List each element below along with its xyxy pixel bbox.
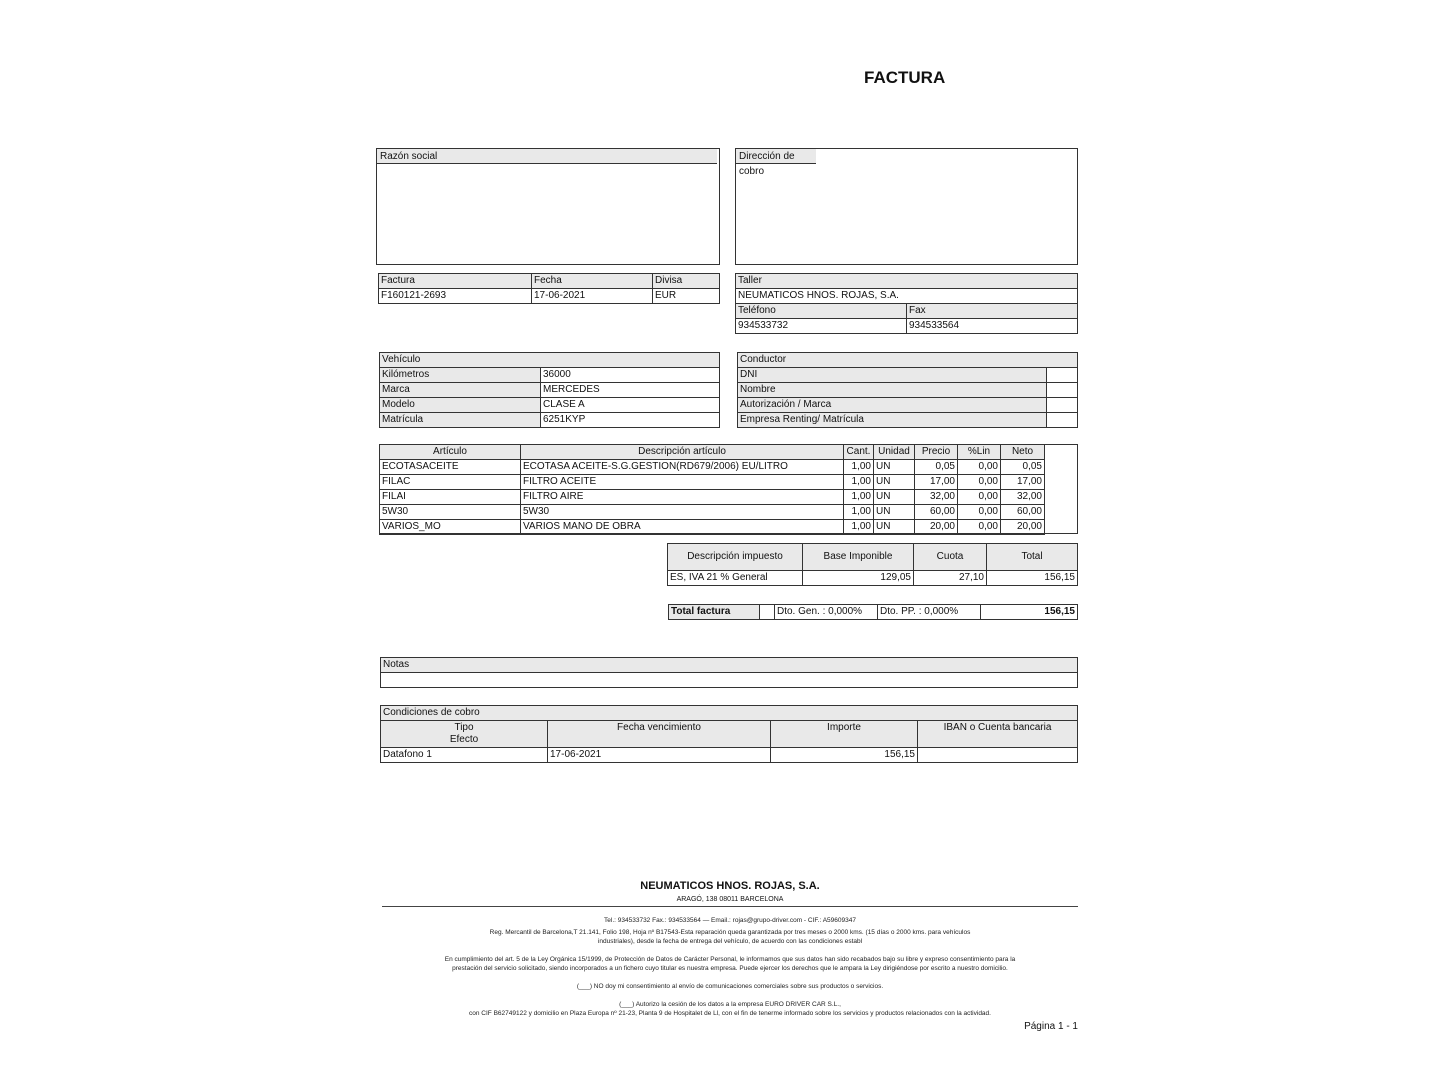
item-lin: 0,00 — [958, 475, 1001, 490]
item-articulo: FILAI — [380, 490, 521, 505]
conductor-table — [737, 352, 1078, 428]
table-row — [380, 475, 1045, 490]
fax-label: Fax — [907, 304, 1078, 319]
item-cant: 1,00 — [844, 505, 874, 520]
item-articulo: FILAC — [380, 475, 521, 490]
item-lin: 0,00 — [958, 460, 1001, 475]
impuesto-desc: ES, IVA 21 % General — [668, 571, 803, 586]
item-articulo: ECOTASACEITE — [380, 460, 521, 475]
conductor-row-value — [1047, 383, 1078, 398]
condiciones-table — [380, 705, 1078, 763]
conductor-row-label: Empresa Renting/ Matrícula — [738, 413, 1047, 428]
vehiculo-row-label: Matrícula — [380, 413, 541, 428]
tipo-efecto-header — [381, 721, 548, 748]
vehiculo-row-value: 36000 — [541, 368, 720, 383]
item-precio: 32,00 — [915, 490, 958, 505]
item-descripcion: ECOTASA ACEITE-S.G.GESTION(RD679/2006) EU/LITRO — [521, 460, 844, 475]
item-cant: 1,00 — [844, 490, 874, 505]
table-row — [668, 571, 1078, 586]
footer-reg-line1: Reg. Mercantil de Barcelona,T 21.141, Folio 198, Hoja nº B17543-Esta reparación queda garantizada por tres meses o 2000 kms. (15 días o 2000 kms. para vehículos — [489, 929, 971, 936]
footer-lopd-line2: prestación del servicio solicitado, siendo incorporados a un fichero cuyo titular es nuestra empresa. Puede ejercer los derechos que le ampara la Ley dirigiéndose por escrito a nuestro domicilio. — [452, 965, 1008, 972]
cuota-header: Cuota — [914, 544, 987, 571]
notas-value — [381, 673, 1078, 688]
table-row — [380, 460, 1045, 475]
item-precio: 20,00 — [915, 520, 958, 535]
vehiculo-row-label: Kilómetros — [380, 368, 541, 383]
impuestos-table — [667, 543, 1078, 586]
footer-consent-cesion1: (___) Autorizo la cesión de los datos a la empresa EURO DRIVER CAR S.L., — [619, 1001, 841, 1008]
item-descripcion: FILTRO ACEITE — [521, 475, 844, 490]
item-descripcion: VARIOS MANO DE OBRA — [521, 520, 844, 535]
vencimiento-header: Fecha vencimiento — [548, 721, 771, 748]
item-neto: 0,05 — [1001, 460, 1045, 475]
item-lin: 0,00 — [958, 520, 1001, 535]
base-imponible-label: Base Imponible — [823, 551, 893, 562]
conductor-label: Conductor — [738, 353, 1078, 368]
condiciones-label: Condiciones de cobro — [381, 706, 1078, 721]
conductor-row-label: Autorización / Marca — [738, 398, 1047, 413]
item-unidad: UN — [874, 520, 915, 535]
item-lin: 0,00 — [958, 490, 1001, 505]
col-neto-header: Neto — [1001, 445, 1045, 460]
item-articulo: VARIOS_MO — [380, 520, 521, 535]
footer-lopd-line1: En cumplimiento del art. 5 de la Ley Orgánica 15/1999, de Protección de Datos de Carácter Personal, le informamos que sus datos han sido recabados bajo su libre y expreso consentimiento para la — [444, 956, 1016, 963]
item-precio: 0,05 — [915, 460, 958, 475]
item-precio: 60,00 — [915, 505, 958, 520]
conductor-row-value — [1047, 368, 1078, 383]
fecha-header: Fecha — [532, 274, 653, 289]
item-unidad: UN — [874, 475, 915, 490]
items-table — [379, 444, 1045, 535]
table-row — [380, 505, 1045, 520]
vehiculo-row-value: CLASE A — [541, 398, 720, 413]
footer-consent-cesion2: con CIF B62749122 y domicilio en Plaza Europa nº 21-23, Planta 9 de Hospitalet de Ll, con el fin de tenerme informado sobre los servicios y productos relacionados con la actividad. — [469, 1010, 991, 1017]
iban-value — [918, 748, 1078, 763]
footer-divider — [382, 906, 1078, 907]
base-imponible-header — [803, 544, 914, 571]
footer-company: NEUMATICOS HNOS. ROJAS, S.A. — [640, 880, 820, 892]
factura-number: F160121-2693 — [379, 289, 532, 304]
item-unidad: UN — [874, 505, 915, 520]
col-lin-header: %Lin — [958, 445, 1001, 460]
dto-gen: Dto. Gen. : 0,000% — [775, 605, 878, 620]
iban-header: IBAN o Cuenta bancaria — [918, 721, 1078, 748]
col-descripcion-header: Descripción artículo — [521, 445, 844, 460]
total-factura-table — [668, 604, 1078, 620]
footer-contact: Tel.: 934533732 Fax.: 934533564 — Email.: rojas@grupo-driver.com - CIF.: A59609347 — [604, 917, 856, 924]
total-factura-value: 156,15 — [981, 605, 1078, 620]
item-neto: 17,00 — [1001, 475, 1045, 490]
item-articulo: 5W30 — [380, 505, 521, 520]
tipo-efecto-label: Tipo Efecto — [449, 722, 479, 745]
document-title: FACTURA — [864, 68, 946, 87]
item-unidad: UN — [874, 460, 915, 475]
importe-header: Importe — [771, 721, 918, 748]
vencimiento-value: 17-06-2021 — [548, 748, 771, 763]
fax-value: 934533564 — [907, 319, 1078, 334]
taller-label: Taller — [736, 274, 1078, 289]
dto-pp: Dto. PP. : 0,000% — [878, 605, 981, 620]
footer-consent-no: (___) NO doy mi consentimiento al envío de comunicaciones comerciales sobre sus productos o servicios. — [576, 983, 884, 990]
col-unidad-header: Unidad — [874, 445, 915, 460]
footer-address: ARAGÓ, 138 08011 BARCELONA — [676, 896, 784, 903]
item-neto: 20,00 — [1001, 520, 1045, 535]
factura-date: 17-06-2021 — [532, 289, 653, 304]
vehiculo-label: Vehículo — [380, 353, 720, 368]
item-neto: 60,00 — [1001, 505, 1045, 520]
page-number: Página 1 - 1 — [1024, 1021, 1078, 1032]
spacer-cell — [760, 605, 775, 620]
taller-table — [735, 273, 1078, 334]
telefono-value: 934533732 — [736, 319, 907, 334]
table-row — [380, 490, 1045, 505]
base-imponible-value: 129,05 — [803, 571, 914, 586]
item-unidad: UN — [874, 490, 915, 505]
taller-name: NEUMATICOS HNOS. ROJAS, S.A. — [736, 289, 1078, 304]
table-row — [381, 748, 1078, 763]
vehiculo-table — [379, 352, 720, 428]
direccion-cobro-box — [735, 148, 1078, 265]
col-cant-header: Cant. — [844, 445, 874, 460]
razon-social-box — [376, 148, 720, 265]
telefono-label: Teléfono — [736, 304, 907, 319]
notas-label: Notas — [381, 658, 1078, 673]
vehiculo-row-value: 6251KYP — [541, 413, 720, 428]
total-value: 156,15 — [987, 571, 1078, 586]
item-cant: 1,00 — [844, 460, 874, 475]
importe-value: 156,15 — [771, 748, 918, 763]
vehiculo-row-value: MERCEDES — [541, 383, 720, 398]
footer-reg-line2: industriales), desde la fecha de entrega del vehículo, de acuerdo con las condiciones establ — [597, 938, 863, 945]
total-header: Total — [987, 544, 1078, 571]
item-precio: 17,00 — [915, 475, 958, 490]
tipo-efecto-value: Datafono 1 — [381, 748, 548, 763]
factura-info-table — [378, 273, 720, 304]
col-precio-header: Precio — [915, 445, 958, 460]
cuota-value: 27,10 — [914, 571, 987, 586]
impuesto-desc-header: Descripción impuesto — [668, 544, 803, 571]
divisa-header: Divisa — [653, 274, 720, 289]
table-row — [380, 520, 1045, 535]
direccion-cobro-label: Dirección de cobro — [736, 149, 816, 164]
factura-currency: EUR — [653, 289, 720, 304]
item-neto: 32,00 — [1001, 490, 1045, 505]
factura-header: Factura — [379, 274, 532, 289]
conductor-row-label: DNI — [738, 368, 1047, 383]
notas-table — [380, 657, 1078, 688]
conductor-row-value — [1047, 413, 1078, 428]
total-factura-label: Total factura — [669, 605, 760, 620]
item-descripcion: 5W30 — [521, 505, 844, 520]
item-descripcion: FILTRO AIRE — [521, 490, 844, 505]
item-cant: 1,00 — [844, 520, 874, 535]
vehiculo-row-label: Marca — [380, 383, 541, 398]
item-lin: 0,00 — [958, 505, 1001, 520]
vehiculo-row-label: Modelo — [380, 398, 541, 413]
conductor-row-label: Nombre — [738, 383, 1047, 398]
razon-social-label: Razón social — [377, 149, 717, 164]
item-cant: 1,00 — [844, 475, 874, 490]
conductor-row-value — [1047, 398, 1078, 413]
col-articulo-header: Artículo — [380, 445, 521, 460]
